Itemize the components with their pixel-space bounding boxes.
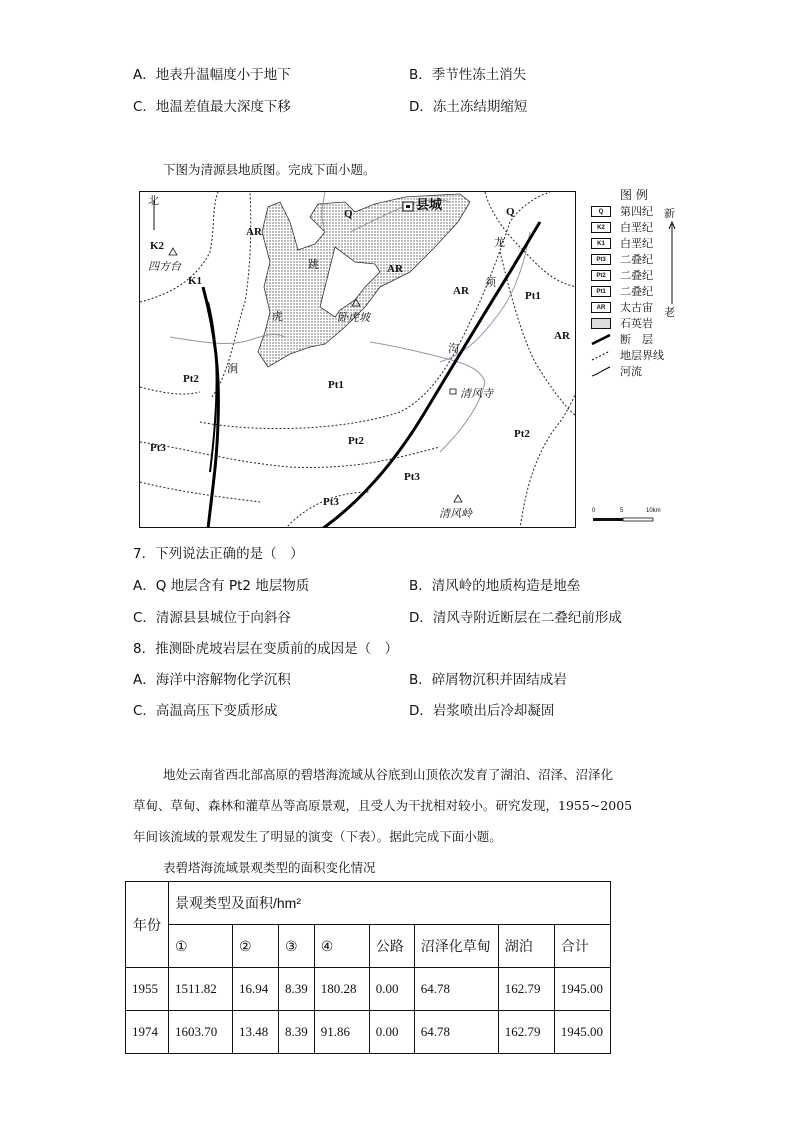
valley-char: 沟 — [448, 342, 459, 355]
map-label-k2: K2 — [150, 240, 165, 252]
legend-label: 地层界线 — [620, 349, 664, 362]
legend-swatch: Pt3 — [591, 254, 611, 265]
legend-title: 图 例 — [620, 188, 648, 202]
value-cell: 162.79 — [498, 1011, 554, 1054]
value-cell: 64.78 — [414, 968, 498, 1011]
legend-swatch-quartzite — [591, 318, 611, 329]
value-cell: 16.94 — [233, 968, 279, 1011]
map-label-pt2: Pt2 — [348, 435, 364, 447]
option-c: C．地温差值最大深度下移 — [133, 99, 291, 115]
column-header: ③ — [279, 925, 315, 968]
map-graphics — [140, 192, 576, 528]
passage-line: 年间该流域的景观发生了明显的演变（下表）。据此完成下面小题。 — [133, 829, 502, 844]
legend-old: 老 — [664, 306, 675, 319]
group-header: 景观类型及面积/hm² — [169, 882, 611, 925]
landscape-area-table — [125, 881, 611, 1054]
value-cell: 8.39 — [279, 1011, 315, 1054]
place-county: 县城 — [416, 198, 443, 213]
map-label-pt1: Pt1 — [328, 379, 344, 391]
value-cell: 1603.70 — [169, 1011, 233, 1054]
q8-option-b: B．碎屑物沉积并固结成岩 — [409, 672, 567, 688]
map-label-ar: AR — [554, 330, 570, 342]
map-label-ar: AR — [246, 226, 262, 238]
map-label-pt3: Pt3 — [150, 442, 166, 454]
valley-char: 虎 — [272, 310, 283, 323]
legend-label: 二叠纪 — [620, 253, 653, 266]
valley-char: 跳 — [308, 258, 319, 271]
place-qingfengling: 清风岭 — [439, 508, 472, 520]
map-label-ar: AR — [387, 263, 403, 275]
legend-swatch: Pt1 — [591, 286, 611, 297]
legend-label: 石英岩 — [620, 317, 653, 330]
q7-option-a: A．Q 地层含有 Pt2 地层物质 — [133, 578, 310, 594]
legend-swatch: Q — [591, 206, 611, 217]
value-cell: 0.00 — [369, 1011, 414, 1054]
q8-option-c: C．高温高压下变质形成 — [133, 703, 278, 719]
column-header: 公路 — [369, 925, 414, 968]
scale-end: 10km — [646, 508, 661, 514]
legend-swatch: Pt2 — [591, 270, 611, 281]
map-label-q: Q — [506, 206, 515, 218]
legend-new: 新 — [664, 207, 675, 220]
legend-item — [591, 253, 691, 267]
legend-item — [591, 365, 691, 379]
geological-map — [139, 191, 576, 528]
age-arrow — [668, 220, 676, 304]
value-cell: 1945.00 — [554, 968, 610, 1011]
valley-char: 涧 — [227, 362, 238, 375]
legend-item — [591, 269, 691, 283]
passage-line: 草甸、草甸、森林和灌草丛等高原景观，且受人为干扰相对较小。研究发现，1955~2005 — [133, 798, 633, 813]
map-legend — [591, 186, 691, 386]
legend-label: 河流 — [620, 365, 642, 378]
legend-item — [591, 285, 691, 299]
place-sifangtai: 四方台 — [148, 261, 181, 273]
column-header: ① — [169, 925, 233, 968]
legend-item — [591, 221, 691, 235]
column-header: 湖泊 — [498, 925, 554, 968]
legend-label: 二叠纪 — [620, 269, 653, 282]
valley-char: 须 — [485, 276, 496, 289]
value-cell: 91.86 — [314, 1011, 369, 1054]
year-header: 年份 — [126, 882, 169, 968]
legend-label: 白垩纪 — [620, 237, 653, 250]
legend-swatch-boundary — [591, 350, 611, 361]
q7-option-c: C．清源县县城位于向斜谷 — [133, 610, 291, 626]
year-cell: 1974 — [126, 1011, 169, 1054]
value-cell: 1945.00 — [554, 1011, 610, 1054]
map-label-q: Q — [344, 208, 353, 220]
legend-label: 二叠纪 — [620, 285, 653, 298]
table-row — [126, 1011, 611, 1054]
legend-swatch: K1 — [591, 238, 611, 249]
legend-item — [591, 317, 691, 331]
place-wohupo: 卧虎坡 — [337, 312, 370, 324]
legend-item — [591, 237, 691, 251]
scale-zero: 0 — [592, 508, 596, 514]
map-label-ar: AR — [453, 285, 469, 297]
scale-bar — [592, 517, 660, 525]
column-header: 合计 — [554, 925, 610, 968]
q8-stem: 8．推测卧虎坡岩层在变质前的成因是（ ） — [133, 641, 399, 657]
q7-stem: 7．下列说法正确的是（ ） — [133, 546, 304, 562]
map-intro: 下图为清源县地质图。完成下面小题。 — [163, 162, 376, 177]
map-label-pt3: Pt3 — [323, 496, 339, 508]
q7-option-b: B．清风岭的地质构造是地垒 — [409, 578, 581, 594]
option-d: D．冻土冻结期缩短 — [409, 99, 528, 115]
value-cell: 0.00 — [369, 968, 414, 1011]
legend-swatch-river — [591, 366, 611, 377]
map-label-pt2: Pt2 — [183, 373, 199, 385]
q8-option-d: D．岩浆喷出后冷却凝固 — [409, 703, 555, 719]
value-cell: 13.48 — [233, 1011, 279, 1054]
value-cell: 162.79 — [498, 968, 554, 1011]
legend-swatch: AR — [591, 302, 611, 313]
table-row — [126, 968, 611, 1011]
map-label-pt2: Pt2 — [514, 428, 530, 440]
legend-swatch: K2 — [591, 222, 611, 233]
column-header: ④ — [314, 925, 369, 968]
legend-label: 白垩纪 — [620, 221, 653, 234]
north-label: 北 — [148, 194, 159, 207]
scale-mid: 5 — [620, 508, 624, 514]
column-header: ② — [233, 925, 279, 968]
option-a: A．地表升温幅度小于地下 — [133, 67, 291, 83]
legend-item — [591, 301, 691, 315]
column-header: 沼泽化草甸 — [414, 925, 498, 968]
map-label-k1: K1 — [188, 275, 203, 287]
legend-item — [591, 333, 691, 347]
table-caption: 表碧塔海流域景观类型的面积变化情况 — [163, 860, 376, 875]
map-label-pt3: Pt3 — [404, 471, 420, 483]
valley-char: 龙 — [494, 236, 505, 249]
q8-option-a: A．海洋中溶解物化学沉积 — [133, 672, 291, 688]
value-cell: 180.28 — [314, 968, 369, 1011]
value-cell: 64.78 — [414, 1011, 498, 1054]
legend-label: 断 层 — [620, 333, 653, 346]
option-b: B．季节性冻土消失 — [409, 67, 527, 83]
value-cell: 1511.82 — [169, 968, 233, 1011]
year-cell: 1955 — [126, 968, 169, 1011]
q7-option-d: D．清风寺附近断层在二叠纪前形成 — [409, 610, 622, 626]
place-qingfengsi: 清风寺 — [460, 388, 493, 400]
legend-label: 第四纪 — [620, 205, 653, 218]
value-cell: 8.39 — [279, 968, 315, 1011]
legend-label: 太古宙 — [620, 301, 653, 314]
legend-item — [591, 349, 691, 363]
passage-line: 地处云南省西北部高原的碧塔海流域从谷底到山顶依次发育了湖泊、沼泽、沼泽化 — [163, 767, 614, 782]
map-label-pt1: Pt1 — [525, 290, 541, 302]
legend-swatch-fault — [591, 334, 611, 345]
legend-item — [591, 205, 691, 219]
